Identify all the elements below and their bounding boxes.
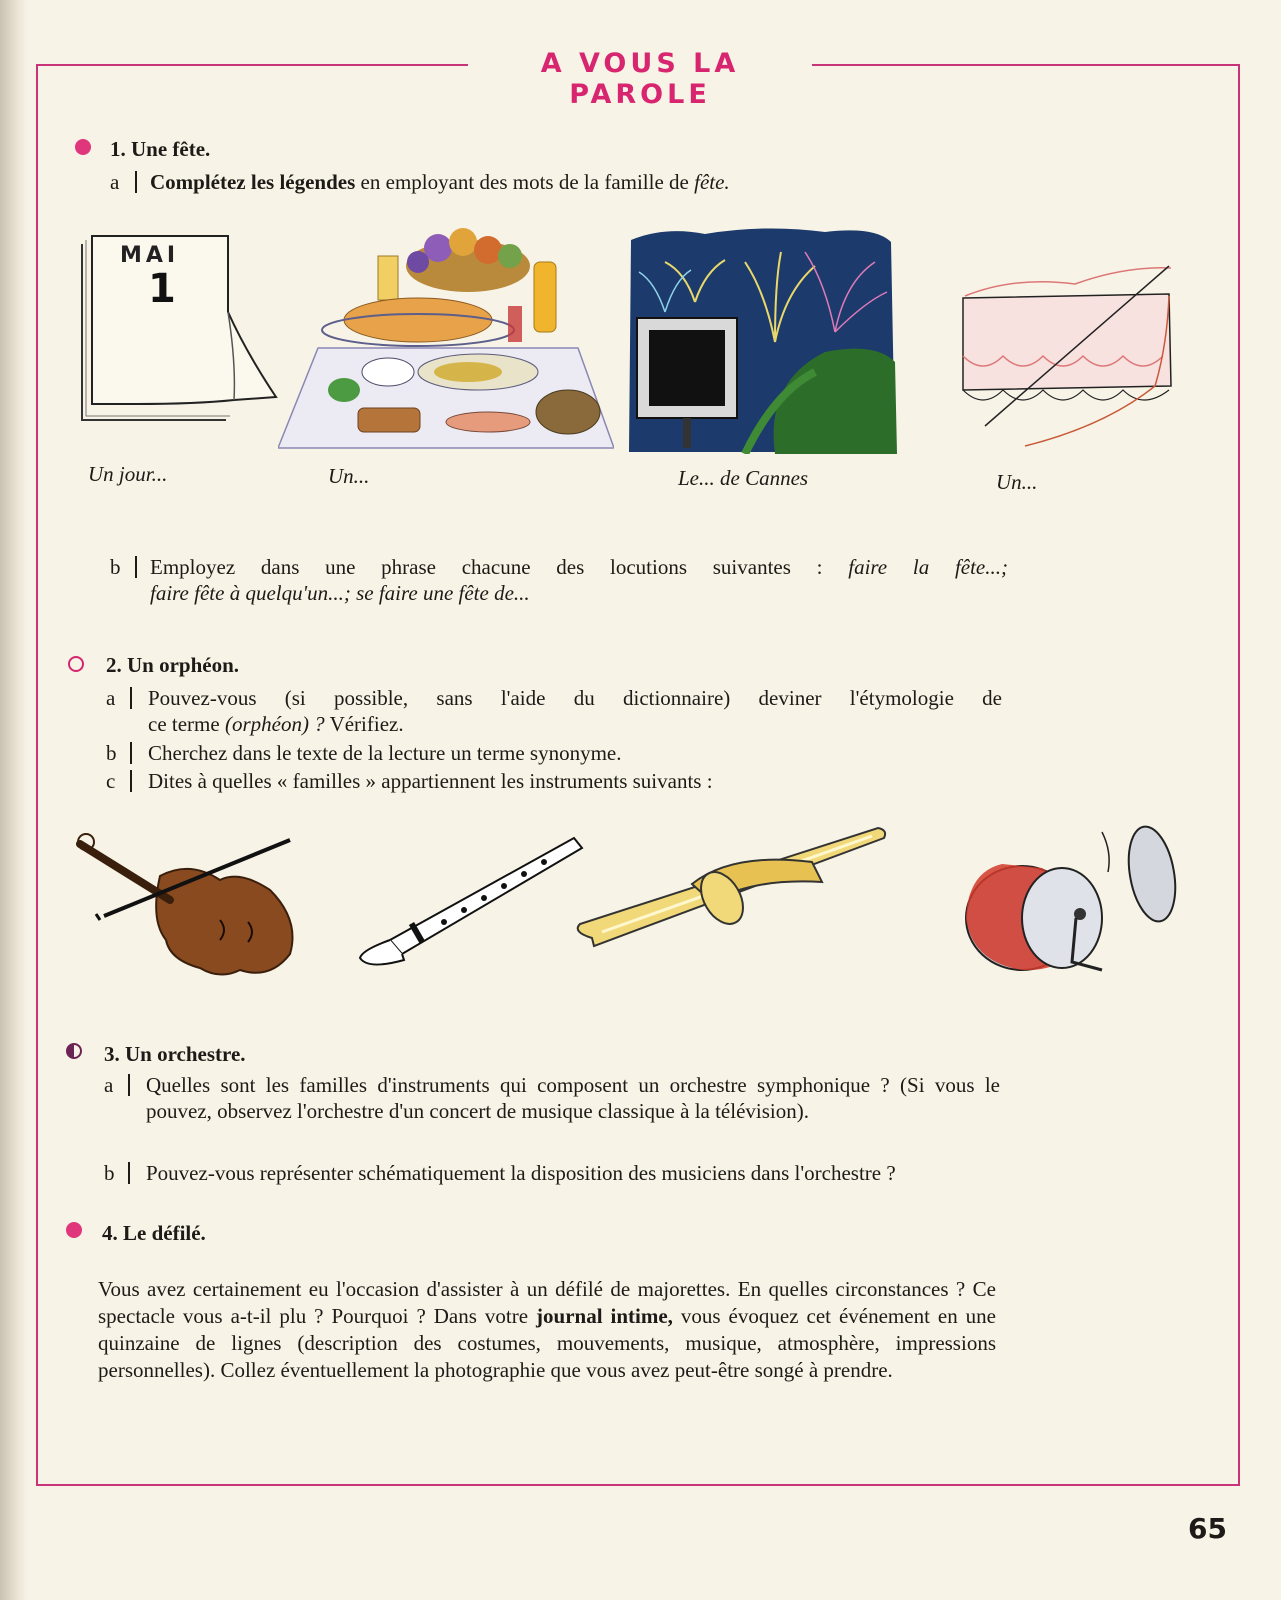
exercise-1a-text: Complétez les légendes en employant des mots de la famille de fête. bbox=[150, 170, 730, 194]
divider-bar bbox=[135, 171, 137, 193]
exercise-1b-text-cont: faire fête à quelqu'un...; se faire une fête de... bbox=[150, 581, 530, 605]
calendar-month: MAI bbox=[120, 243, 180, 268]
difficulty-dot-full bbox=[66, 1222, 82, 1238]
exercise-1b-letter: b bbox=[110, 555, 121, 579]
exercise-3b-letter: b bbox=[104, 1161, 115, 1185]
exercise-4-heading: 4. Le défilé. bbox=[102, 1221, 206, 1245]
exercise-2c-letter: c bbox=[106, 769, 116, 793]
caption-2: Un... bbox=[328, 464, 370, 488]
exercise-1b-text: Employez dans une phrase chacune des locutions suivantes : faire la fête...; bbox=[150, 555, 1008, 579]
caption-4: Un... bbox=[996, 470, 1038, 494]
trombone-illustration bbox=[572, 822, 888, 956]
violin-illustration bbox=[70, 830, 306, 990]
divider-bar bbox=[130, 687, 132, 709]
frame-top-right bbox=[812, 64, 1240, 66]
page-number: 65 bbox=[1188, 1512, 1227, 1545]
embroidery-illustration bbox=[955, 256, 1183, 452]
calendar-day: 1 bbox=[148, 266, 176, 312]
exercise-4-text: Vous avez certainement eu l'occasion d'assister à un défilé de majorettes. En quelles circonstances ? Ce spectacle vous a-t-il plu ? Pourquoi ? Dans votre journal intime, vous évoquez cet événement en une quinzaine de lignes (description des costumes, mouvements, musique, atmosphère, impressions personnelles). Collez éventuellement la photographie que vous avez peut-être songé à prendre. bbox=[98, 1277, 996, 1382]
exercise-3a-text: Quelles sont les familles d'instruments qui composent un orchestre symphonique ? (Si vous le pouvez, observez l'orchestre d'un concert de musique classique à la télévision). bbox=[146, 1073, 1000, 1123]
page-title: A VOUS LA PAROLE bbox=[540, 48, 740, 110]
exercise-3a-letter: a bbox=[104, 1073, 114, 1097]
frame-top-left bbox=[36, 64, 468, 66]
divider-bar bbox=[128, 1162, 130, 1184]
exercise-2a-line2: ce terme (orphéon) ? Vérifiez. bbox=[148, 712, 404, 736]
caption-3: Le... de Cannes bbox=[678, 466, 809, 490]
difficulty-dot-half bbox=[66, 1043, 82, 1059]
clarinet-illustration bbox=[354, 830, 590, 978]
book-spine-shadow bbox=[0, 0, 28, 1600]
exercise-2a-line1: Pouvez-vous (si possible, sans l'aide du dictionnaire) deviner l'étymologie de bbox=[148, 686, 1002, 710]
fireworks-illustration bbox=[625, 222, 897, 454]
exercise-2c-text: Dites à quelles « familles » appartiennent les instruments suivants : bbox=[148, 769, 713, 793]
divider-bar bbox=[130, 770, 132, 792]
exercise-1-heading: 1. Une fête. bbox=[110, 137, 211, 161]
exercise-3-heading: 3. Un orchestre. bbox=[104, 1042, 246, 1066]
difficulty-dot-empty bbox=[68, 656, 84, 672]
exercise-2b-letter: b bbox=[106, 741, 117, 765]
divider-bar bbox=[135, 556, 137, 578]
calendar-illustration bbox=[76, 232, 280, 432]
divider-bar bbox=[128, 1074, 130, 1096]
difficulty-dot-full bbox=[75, 139, 91, 155]
divider-bar bbox=[130, 742, 132, 764]
caption-1: Un jour... bbox=[88, 462, 168, 486]
exercise-1a-letter: a bbox=[110, 170, 120, 194]
exercise-3b-text: Pouvez-vous représenter schématiquement la disposition des musiciens dans l'orchestre ? bbox=[146, 1161, 896, 1185]
drum-cymbal-illustration bbox=[962, 822, 1186, 978]
exercise-2b-text: Cherchez dans le texte de la lecture un terme synonyme. bbox=[148, 741, 622, 765]
exercise-2a-letter: a bbox=[106, 686, 116, 710]
banquet-illustration bbox=[278, 222, 614, 454]
exercise-2-heading: 2. Un orphéon. bbox=[106, 653, 240, 677]
